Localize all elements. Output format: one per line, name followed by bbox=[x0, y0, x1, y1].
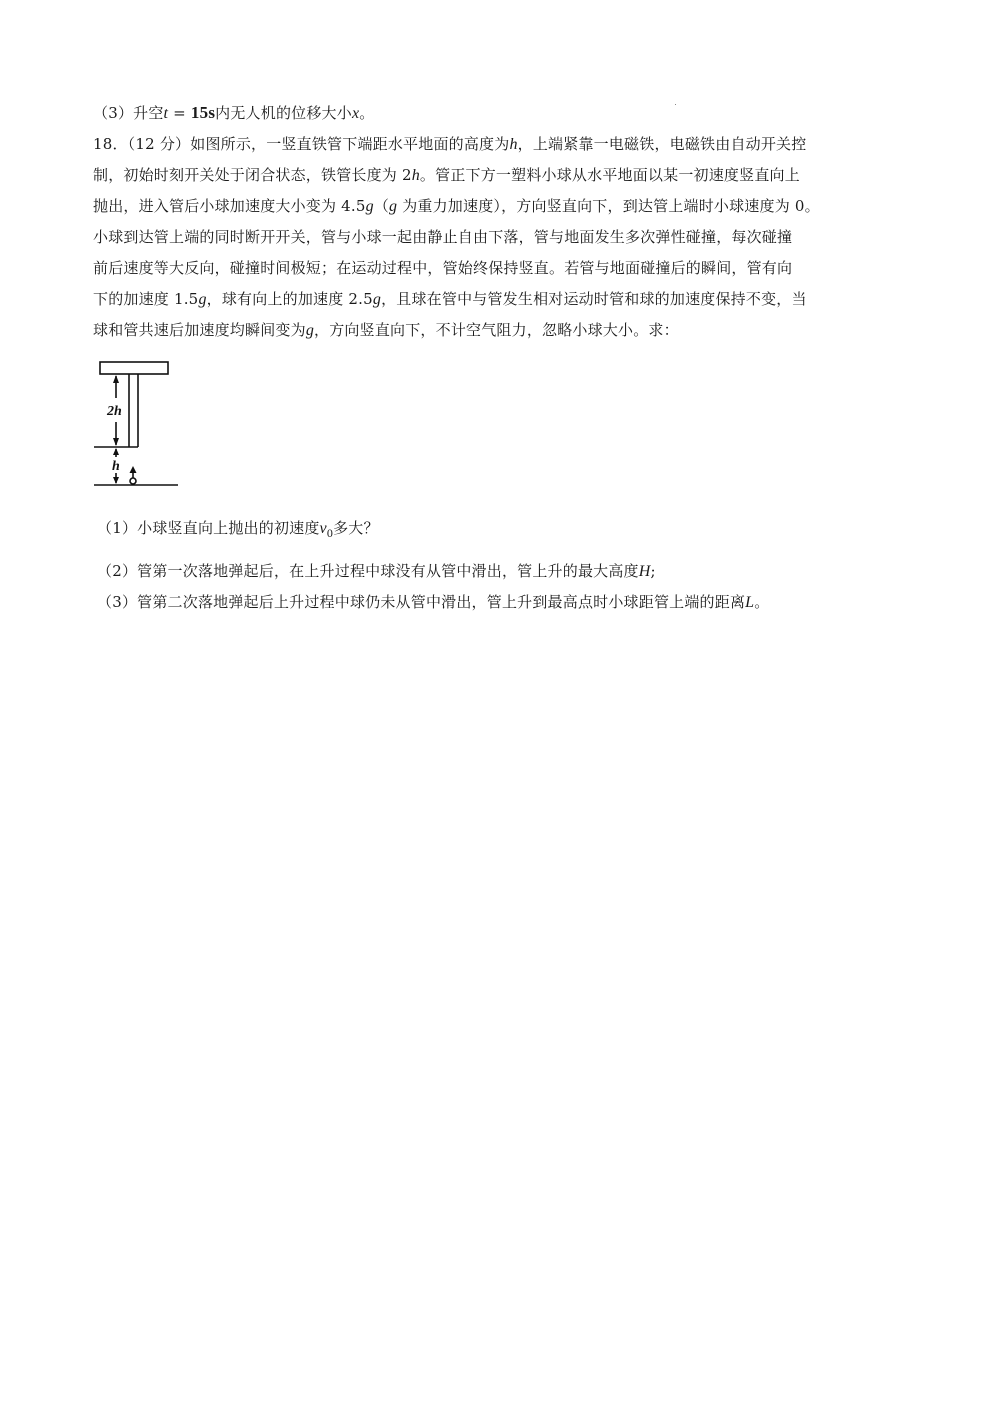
text: （3）管第二次落地弹起后上升过程中球仍未从管中滑出，管上升到最高点时小球距管上端的距离 bbox=[97, 593, 746, 611]
text: 下的加速度 1.5 bbox=[93, 290, 199, 308]
q18-line-4: 小球到达管上端的同时断开开关，管与小球一起由静止自由下落，管与地面发生多次弹性碰撞，每次碰撞 bbox=[93, 228, 793, 246]
ball-velocity-arrow-head bbox=[130, 466, 137, 473]
math-var-g: g bbox=[389, 198, 398, 215]
ball-icon bbox=[130, 478, 136, 484]
math-var-g: g bbox=[305, 322, 315, 339]
text: ，且球在管中与管发生相对运动时管和球的加速度保持不变，当 bbox=[381, 290, 807, 308]
q18-sub-2 bbox=[97, 561, 917, 582]
label-h: h bbox=[112, 459, 120, 474]
q17-part3-line bbox=[93, 103, 913, 124]
math-var-g: g bbox=[365, 198, 374, 215]
text: 多大？ bbox=[333, 519, 379, 537]
q18-sub-3 bbox=[97, 592, 917, 613]
text: 内无人机的位移大小 bbox=[215, 104, 352, 122]
math-var-L: L bbox=[745, 594, 755, 611]
math-var-t: t bbox=[163, 105, 169, 122]
text: （3）升空 bbox=[93, 104, 164, 122]
math-var-g: g bbox=[372, 291, 382, 308]
arrow-head-down bbox=[113, 477, 119, 484]
text: （ bbox=[373, 197, 390, 215]
q18-line-1 bbox=[93, 134, 913, 155]
arrow-head-up bbox=[113, 448, 119, 455]
text: ，球有向上的加速度 2.5 bbox=[206, 290, 373, 308]
math-var-h: h bbox=[411, 167, 420, 184]
text: （2）管第一次落地弹起后，在上升过程中球没有从管中滑出，管上升的最大高度 bbox=[97, 562, 639, 580]
text: 为重力加速度），方向竖直向下，到达管上端时小球速度为 0。 bbox=[397, 197, 820, 215]
label-2h: 2h bbox=[107, 404, 122, 419]
tube-magnet-figure bbox=[90, 358, 190, 490]
math-var-g: g bbox=[198, 291, 207, 308]
text: ，方向竖直向下，不计空气阻力，忽略小球大小。求： bbox=[314, 321, 679, 339]
math-value: 15s bbox=[190, 103, 216, 122]
q18-line-6 bbox=[93, 289, 913, 310]
q18-line-3 bbox=[93, 196, 913, 217]
arrow-head-up bbox=[113, 375, 119, 383]
text: 。管正下方一塑料小球从水平地面以某一初速度竖直向上 bbox=[419, 166, 800, 184]
electromagnet bbox=[100, 362, 168, 374]
q18-line-5: 前后速度等大反向，碰撞时间极短；在运动过程中，管始终保持竖直。若管与地面碰撞后的瞬间，管有向 bbox=[93, 259, 793, 277]
text: 制，初始时刻开关处于闭合状态，铁管长度为 2 bbox=[93, 166, 412, 184]
text: （1）小球竖直向上抛出的初速度 bbox=[97, 519, 320, 537]
text: 球和管共速后加速度均瞬间变为 bbox=[93, 321, 306, 339]
q18-sub-1 bbox=[97, 518, 917, 543]
text: 。 bbox=[754, 593, 770, 611]
scan-speck bbox=[675, 104, 676, 105]
text: ; bbox=[650, 562, 656, 580]
text: 抛出，进入管后小球加速度大小变为 4.5 bbox=[93, 197, 366, 215]
math-var-h: h bbox=[509, 136, 518, 153]
text: ，上端紧靠一电磁铁，电磁铁由自动开关控 bbox=[517, 135, 807, 153]
arrow-head-down bbox=[113, 438, 119, 446]
q18-line-7 bbox=[93, 320, 913, 341]
q18-line-2 bbox=[93, 165, 913, 186]
math-var-x: x bbox=[351, 105, 360, 122]
math-var-v: v bbox=[319, 520, 327, 537]
text: 18．（12 分）如图所示，一竖直铁管下端距水平地面的高度为 bbox=[93, 135, 510, 153]
text: 。 bbox=[359, 104, 375, 122]
math-subscript: 0 bbox=[326, 526, 334, 540]
math-var-H: H bbox=[638, 563, 651, 580]
text: = bbox=[168, 104, 191, 122]
